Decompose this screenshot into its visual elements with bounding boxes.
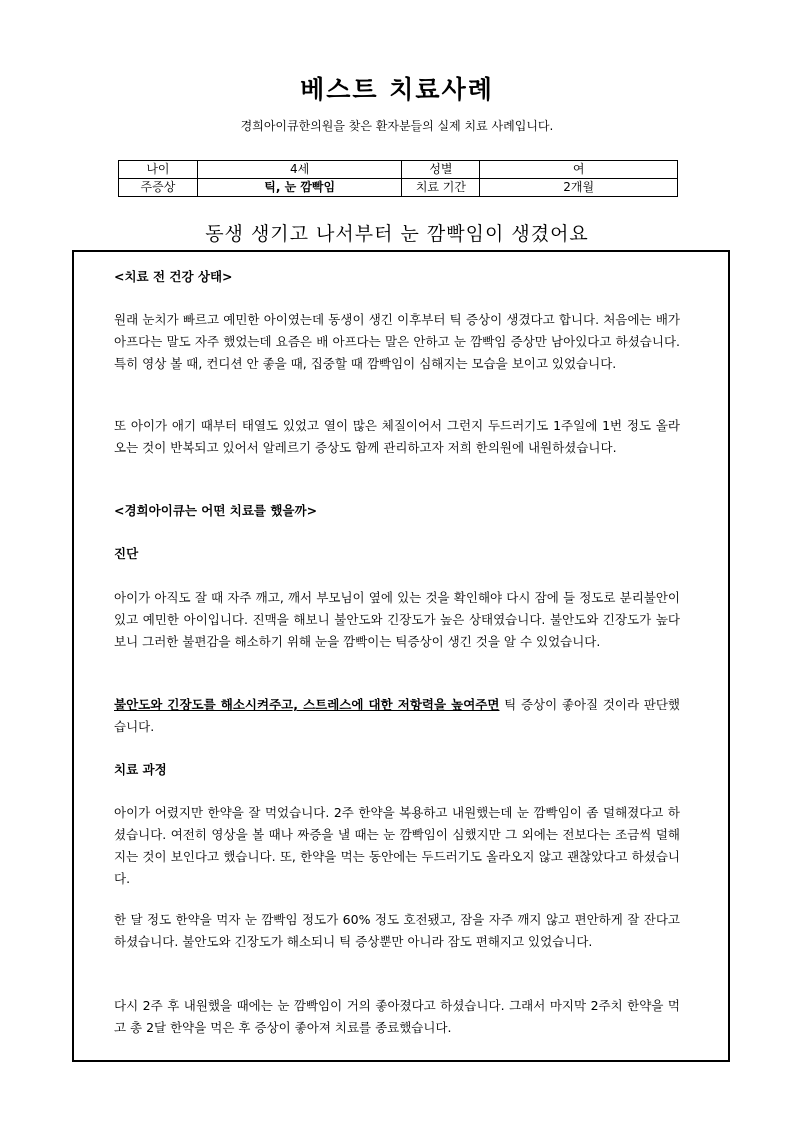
age-value: 4세 — [197, 161, 402, 179]
before-paragraph-1: 원래 눈치가 빠르고 예민한 아이였는데 동생이 생긴 이후부터 틱 증상이 생겼다고 합니다. 처음에는 배가 아프다는 말도 자주 했었는데 요즘은 배 아프다는 말은 안하고 눈 깜빡임 증상만 남아있다고 하셨습니다. 특히 영상 볼 때, 컨디션 안 좋을 때, 집중할 때 깜빡임이 심해지는 모습을 보이고 있었습니다. — [114, 312, 680, 371]
diagnosis-heading: 진단 — [114, 546, 139, 561]
process-paragraph-2: 한 달 정도 한약을 먹자 눈 깜빡임 정도가 60% 정도 호전됐고, 잠을 자주 깨지 않고 편안하게 잘 잔다고 하셨습니다. 불안도와 긴장도가 해소되니 틱 증상뿐만 아니라 잠도 편해지고 있었습니다. — [114, 912, 680, 949]
process-paragraph-3: 다시 2주 후 내원했을 때에는 눈 깜빡임이 거의 좋아졌다고 하셨습니다. 그래서 마지막 2주치 한약을 먹고 총 2달 한약을 먹은 후 증상이 좋아져 치료를 종료했습니다. — [114, 998, 680, 1035]
diagnosis-conclusion: 틱 증상이 좋아질 것이라 판단했습니다. — [114, 697, 680, 734]
case-headline: 동생 생기고 나서부터 눈 깜빡임이 생겼어요 — [205, 223, 589, 245]
gender-label: 성별 — [402, 161, 480, 179]
table-row — [119, 161, 678, 179]
diagnosis-paragraph-2 — [114, 694, 680, 738]
period-value: 2개월 — [480, 179, 678, 197]
page-subtitle: 경희아이큐한의원을 찾은 환자분들의 실제 치료 사례입니다. — [240, 119, 554, 133]
treatment-heading: <경희아이큐는 어떤 치료를 했을까> — [114, 503, 318, 518]
process-paragraph-1: 아이가 어렸지만 한약을 잘 먹었습니다. 2주 한약을 복용하고 내원했는데 눈 깜빡임이 좀 덜해졌다고 하셨습니다. 여전히 영상을 볼 때나 짜증을 낼 때는 눈 깜빡임이 심했지만 그 외에는 전보다는 조금씩 덜해지는 것이 보인다고 했습니다. 또, 한약을 먹는 동안에는 두드러기도 올라오지 않고 괜찮았다고 하셨습니다. — [114, 805, 680, 886]
process-heading: 치료 과정 — [114, 762, 167, 777]
symptom-value: 틱, 눈 깜빡임 — [197, 179, 402, 197]
page-title: 베스트 치료사례 — [300, 75, 494, 104]
before-paragraph-2: 또 아이가 애기 때부터 태열도 있었고 열이 많은 체질이어서 그런지 두드러기도 1주일에 1번 정도 올라오는 것이 반복되고 있어서 알레르기 증상도 함께 관리하고자 저희 한의원에 내원하셨습니다. — [114, 418, 680, 455]
diagnosis-paragraph-1: 아이가 아직도 잘 때 자주 깨고, 깨서 부모님이 옆에 있는 것을 확인해야 다시 잠에 들 정도로 분리불안이 있고 예민한 아이입니다. 진맥을 해보니 불안도와 긴장도가 높은 상태였습니다. 불안도와 긴장도가 높다보니 그러한 불편감을 해소하기 위해 눈을 깜빡이는 틱증상이 생긴 것을 알 수 있었습니다. — [114, 590, 680, 649]
patient-info-table — [118, 160, 678, 197]
period-label: 치료 기간 — [402, 179, 480, 197]
gender-value: 여 — [480, 161, 678, 179]
table-row — [119, 179, 678, 197]
age-label: 나이 — [119, 161, 198, 179]
symptom-label: 주증상 — [119, 179, 198, 197]
before-heading: <치료 전 건강 상태> — [114, 269, 233, 284]
diagnosis-emphasis: 불안도와 긴장도를 해소시켜주고, 스트레스에 대한 저항력을 높여주면 — [114, 697, 500, 712]
